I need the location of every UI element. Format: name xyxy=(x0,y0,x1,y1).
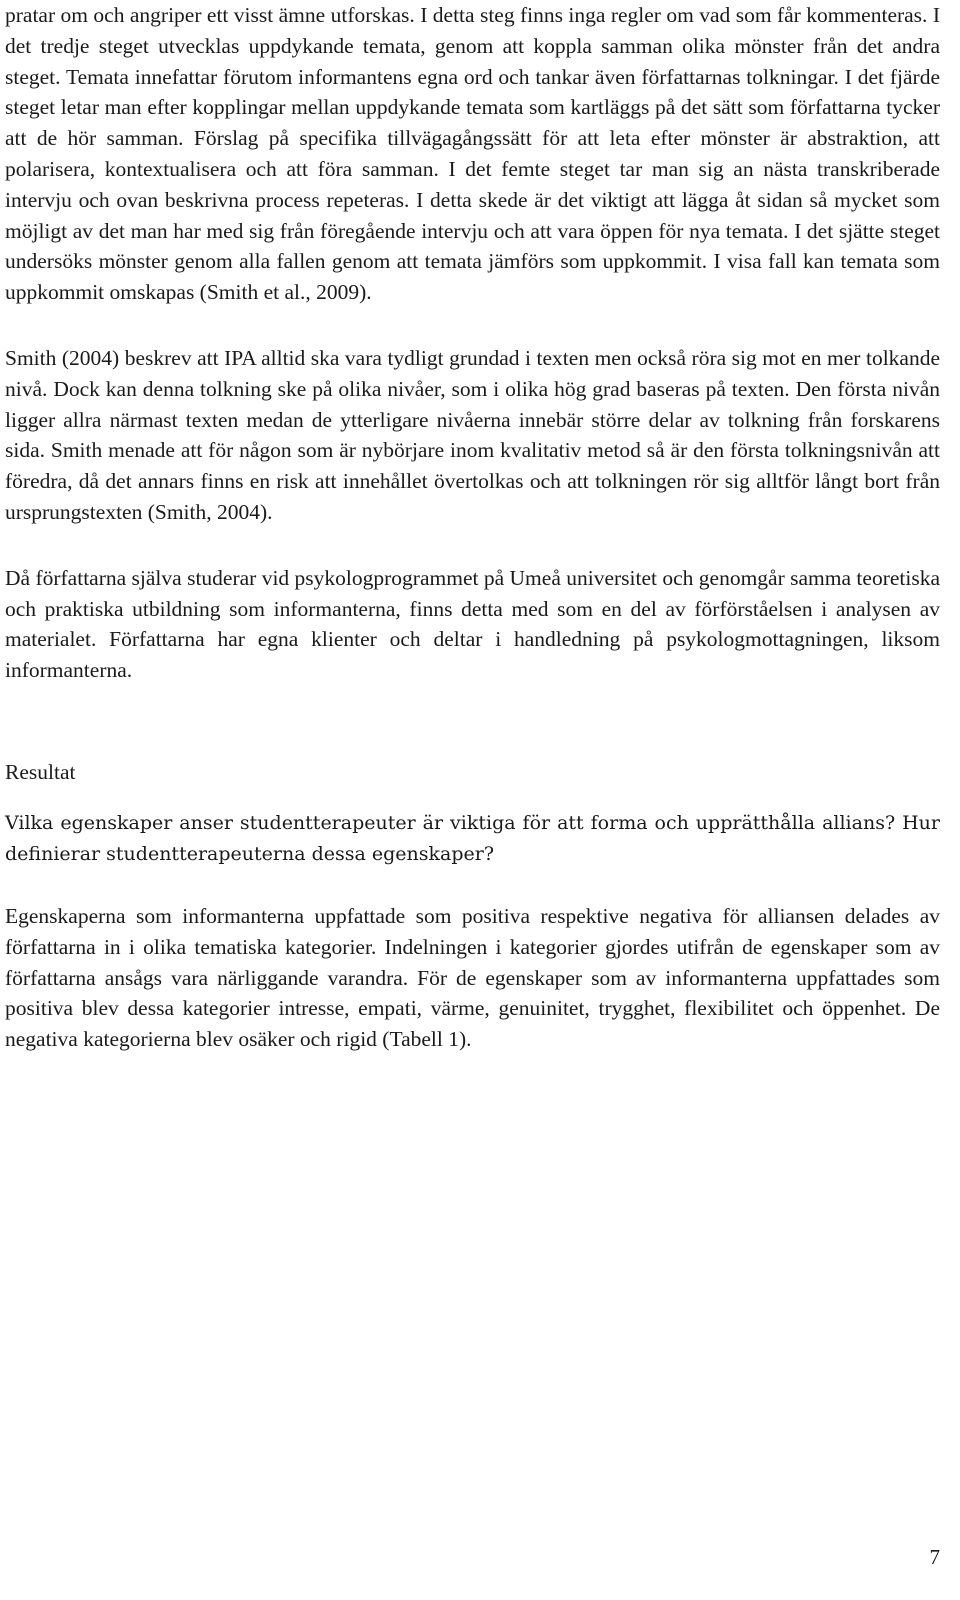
spacer xyxy=(5,871,940,901)
spacer xyxy=(5,788,940,808)
page-number: 7 xyxy=(929,1545,940,1569)
paragraph-preunderstanding: Då författarna själva studerar vid psykologprogrammet på Umeå universitet och genomgår samma teoretiska och praktiska utbildning som informanterna, finns detta med som en del av förförståelsen i analysen av materialet. Författarna har egna klienter och deltar i handledning på psykologmottagningen, liksom informanterna. xyxy=(5,565,940,683)
spacer xyxy=(5,308,940,343)
paragraph-results-categories: Egenskaperna som informanterna uppfattade som positiva respektive negativa för alliansen delades av författarna in i olika tematiska kategorier. Indelningen i kategorier gjordes utifrån de egenskaper som av författarna ansågs vara närliggande varandra. För de egenskaper som av informanterna uppfattades som positiva blev dessa kategorier intresse, empati, värme, genuinitet, trygghet, flexibilitet och öppenhet. De negativa kategorierna blev osäker och rigid (Tabell 1). xyxy=(5,903,940,1052)
paragraph-ipa-interpretation: Smith (2004) beskrev att IPA alltid ska vara tydligt grundad i texten men också röra sig mot en mer tolkande nivå. Dock kan denna tolkning ske på olika nivåer, som i olika hög grad baseras på texten. Den första nivån ligger allra närmast texten medan de ytterligare nivåerna innebär större delar av tolkning från forskarens sida. Smith menade att för någon som är nybörjare inom kvalitativ metod så är den första tolkningsnivån att föredra, då det annars finns en risk att innehållet övertolkas och att tolkningen rör sig alltför långt bort från ursprungstexten (Smith, 2004). xyxy=(5,345,940,524)
section-heading-resultat: Resultat xyxy=(5,759,76,784)
spacer xyxy=(5,528,940,563)
spacer xyxy=(5,686,940,757)
research-question: Vilka egenskaper anser studentterapeuter är viktiga för att forma och upprätthålla allians? Hur definierar studentterapeuterna dessa egenskaper? xyxy=(5,811,940,866)
paragraph-method-steps: pratar om och angriper ett visst ämne utforskas. I detta steg finns inga regler om vad som får kommenteras. I det tredje steget utvecklas uppdykande temata, genom att koppla samman olika mönster från det andra steget. Temata innefattar förutom informantens egna ord och tankar även författarnas tolkningar. I det fjärde steget letar man efter kopplingar mellan uppdykande temata som kartläggs på det sätt som författarna tycker att de hör samman. Förslag på specifika tillvägagångssätt för att leta efter mönster är abstraktion, att polarisera, kontextualisera och att föra samman. I det femte steget tar man sig an nästa transkriberade intervju och ovan beskrivna process repeteras. I detta skede är det viktigt att lägga åt sidan så mycket som möjligt av det man har med sig från föregående intervju och att vara öppen för nya temata. I det sjätte steget undersöks mönster genom alla fallen genom att temata jämförs som uppkommit. I visa fall kan temata som uppkommit omskapas (Smith et al., 2009). xyxy=(5,3,940,305)
document-page xyxy=(5,0,940,1055)
